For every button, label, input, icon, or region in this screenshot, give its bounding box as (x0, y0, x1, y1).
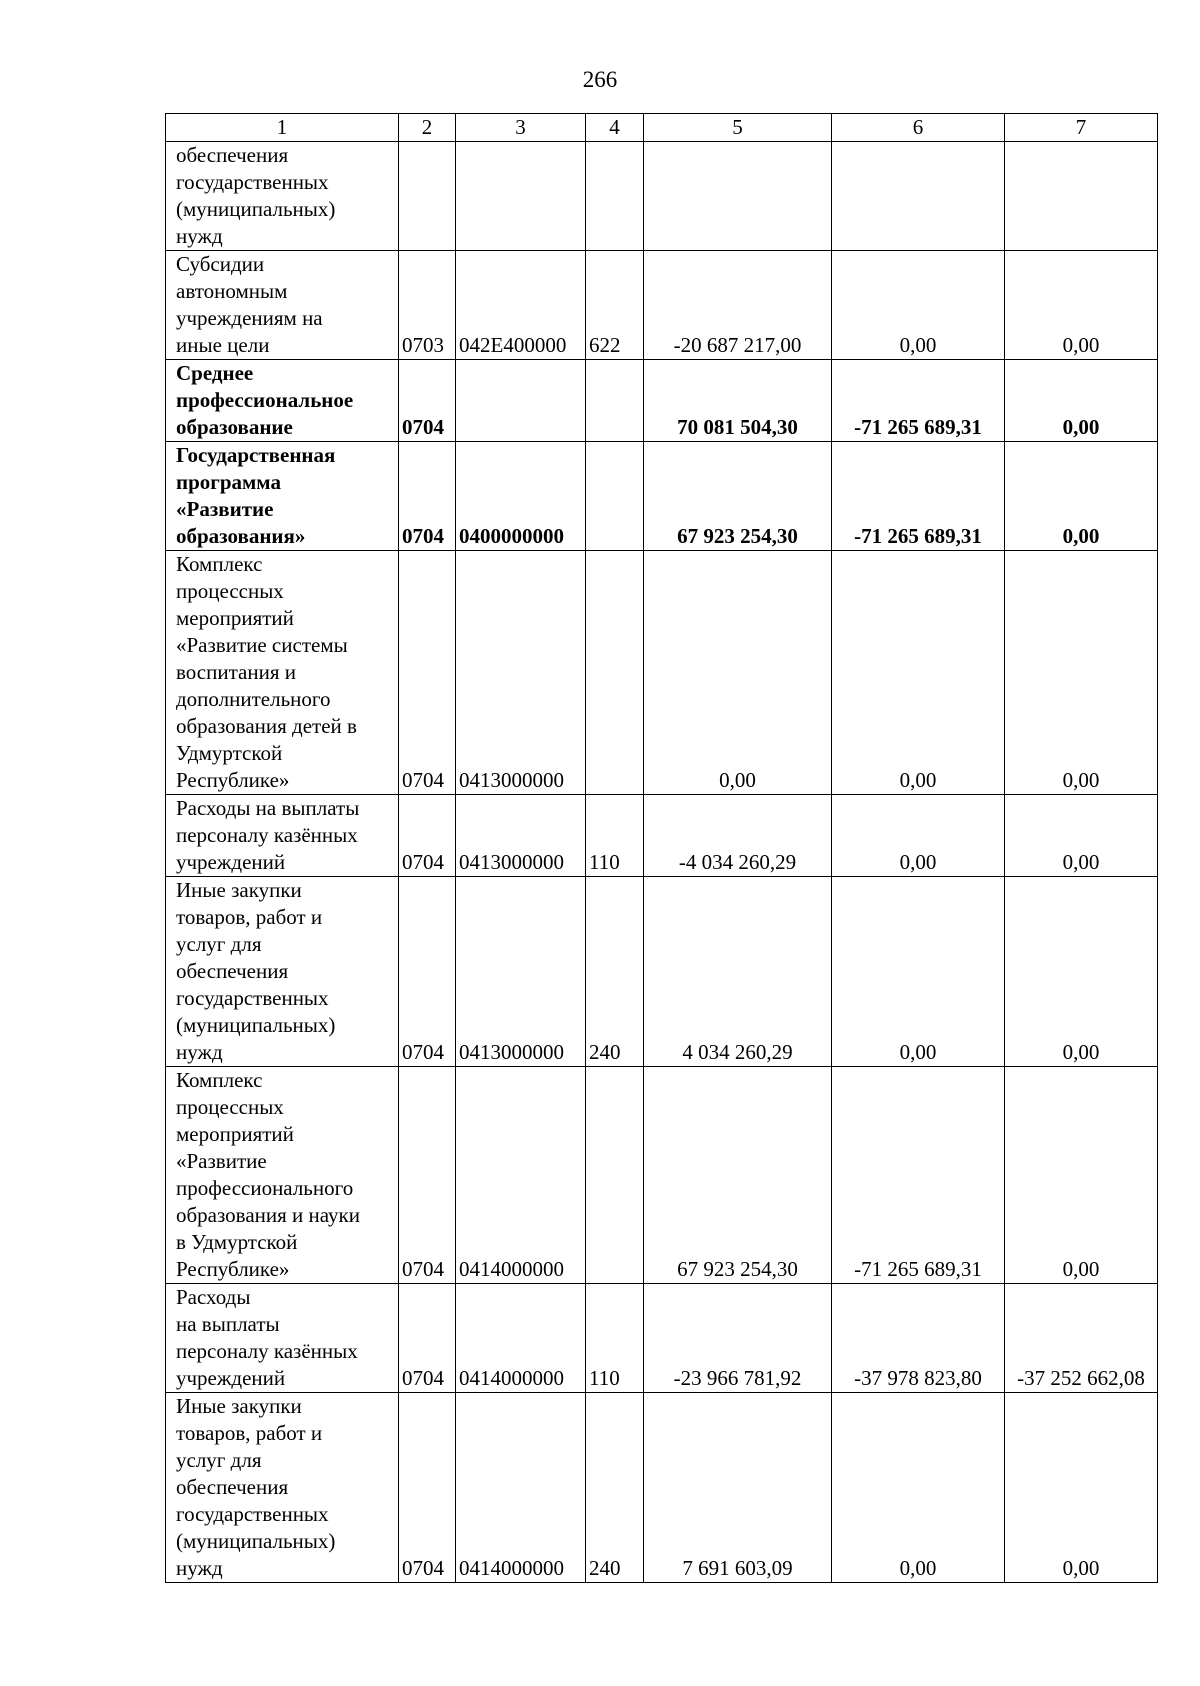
table-row (166, 877, 1158, 1067)
row-name-line: нужд (176, 1556, 223, 1580)
amount-col6-cell: 0,00 (832, 551, 1005, 795)
row-name-line: Комплекс (176, 1068, 263, 1092)
row-name-line: процессных (176, 579, 284, 603)
table-row (166, 1284, 1158, 1393)
header-cell-1: 1 (166, 114, 399, 142)
row-name-line: «Развитие (176, 1149, 267, 1173)
header-cell-6: 6 (832, 114, 1005, 142)
row-name-line: «Развитие (176, 497, 274, 521)
table-row (166, 551, 1158, 795)
header-cell-4: 4 (586, 114, 644, 142)
amount-col7-cell: 0,00 (1005, 795, 1158, 877)
amount-col6-cell: -37 978 823,80 (832, 1284, 1005, 1393)
row-name-line: Субсидии (176, 252, 265, 276)
row-name-line: Иные закупки (176, 878, 302, 902)
row-name-line: услуг для (176, 1448, 262, 1472)
row-name-line: (муниципальных) (176, 1013, 336, 1037)
section-code-cell: 0704 (399, 551, 456, 795)
row-name-line: иные цели (176, 333, 270, 357)
amount-col6-cell: -71 265 689,31 (832, 442, 1005, 551)
amount-col7-cell: 0,00 (1005, 1393, 1158, 1583)
amount-col5-cell (644, 142, 832, 251)
amount-col6-cell (832, 142, 1005, 251)
section-code-cell (399, 142, 456, 251)
amount-col5-cell: 0,00 (644, 551, 832, 795)
row-name-cell (166, 551, 399, 795)
amount-col7-cell: 0,00 (1005, 360, 1158, 442)
row-name-line: дополнительного (176, 687, 331, 711)
row-name-line: образования и науки (176, 1203, 360, 1227)
row-name-line: Расходы (176, 1285, 251, 1309)
amount-col5-cell: -20 687 217,00 (644, 251, 832, 360)
amount-col5-cell: -4 034 260,29 (644, 795, 832, 877)
expense-type-cell (586, 360, 644, 442)
section-code-cell: 0704 (399, 1393, 456, 1583)
amount-col7-cell: 0,00 (1005, 251, 1158, 360)
row-name-line: программа (176, 470, 281, 494)
row-name-line: учреждений (176, 1366, 286, 1390)
row-name-line: товаров, работ и (176, 905, 323, 929)
row-name-line: Среднее (176, 361, 254, 385)
target-article-cell: 0414000000 (456, 1284, 586, 1393)
row-name-line: Республике» (176, 768, 290, 792)
row-name-line: обеспечения (176, 1475, 289, 1499)
row-name-cell (166, 442, 399, 551)
row-name-line: учреждений (176, 850, 286, 874)
row-name-line: персоналу казённых (176, 1339, 358, 1363)
row-name-line: воспитания и (176, 660, 296, 684)
row-name-cell (166, 877, 399, 1067)
row-name-line: Иные закупки (176, 1394, 302, 1418)
header-cell-7: 7 (1005, 114, 1158, 142)
row-name-line: учреждениям на (176, 306, 323, 330)
expense-type-cell (586, 551, 644, 795)
row-name-line: профессионального (176, 1176, 354, 1200)
row-name-cell (166, 795, 399, 877)
header-cell-3: 3 (456, 114, 586, 142)
page-number: 266 (582, 67, 618, 92)
row-name-line: Республике» (176, 1257, 290, 1281)
target-article-cell: 0414000000 (456, 1067, 586, 1284)
table-row (166, 360, 1158, 442)
row-name-line: образование (176, 415, 293, 439)
row-name-line: государственных (176, 986, 329, 1010)
section-code-cell: 0703 (399, 251, 456, 360)
amount-col6-cell: 0,00 (832, 795, 1005, 877)
row-name-line: мероприятий (176, 606, 294, 630)
section-code-cell: 0704 (399, 1067, 456, 1284)
header-cell-5: 5 (644, 114, 832, 142)
row-name-line: профессиональное (176, 388, 354, 412)
row-name-cell (166, 251, 399, 360)
row-name-line: (муниципальных) (176, 1529, 336, 1553)
section-code-cell: 0704 (399, 360, 456, 442)
row-name-line: «Развитие системы (176, 633, 348, 657)
table-row (166, 795, 1158, 877)
amount-col7-cell: 0,00 (1005, 442, 1158, 551)
amount-col6-cell: 0,00 (832, 251, 1005, 360)
expense-type-cell: 110 (586, 795, 644, 877)
table-row (166, 1067, 1158, 1284)
expense-type-cell: 240 (586, 877, 644, 1067)
row-name-cell (166, 142, 399, 251)
expense-type-cell (586, 442, 644, 551)
budget-table (165, 113, 1158, 1583)
row-name-line: в Удмуртской (176, 1230, 298, 1254)
row-name-line: нужд (176, 224, 223, 248)
target-article-cell (456, 360, 586, 442)
table-row (166, 251, 1158, 360)
row-name-line: Комплекс (176, 552, 263, 576)
amount-col7-cell: 0,00 (1005, 1067, 1158, 1284)
amount-col6-cell: -71 265 689,31 (832, 1067, 1005, 1284)
target-article-cell: 0413000000 (456, 551, 586, 795)
row-name-cell (166, 1067, 399, 1284)
row-name-line: персоналу казённых (176, 823, 358, 847)
section-code-cell: 0704 (399, 442, 456, 551)
row-name-line: Государственная (176, 443, 336, 467)
expense-type-cell (586, 142, 644, 251)
amount-col6-cell: -71 265 689,31 (832, 360, 1005, 442)
row-name-line: государственных (176, 170, 329, 194)
row-name-cell (166, 1284, 399, 1393)
row-name-line: обеспечения (176, 143, 289, 167)
amount-col7-cell: -37 252 662,08 (1005, 1284, 1158, 1393)
row-name-line: обеспечения (176, 959, 289, 983)
row-name-line: образования» (176, 524, 306, 548)
target-article-cell: 0400000000 (456, 442, 586, 551)
amount-col7-cell: 0,00 (1005, 877, 1158, 1067)
amount-col5-cell: 4 034 260,29 (644, 877, 832, 1067)
expense-type-cell: 622 (586, 251, 644, 360)
row-name-line: нужд (176, 1040, 223, 1064)
row-name-cell (166, 360, 399, 442)
table-row (166, 442, 1158, 551)
amount-col5-cell: 67 923 254,30 (644, 1067, 832, 1284)
header-row (166, 114, 1158, 142)
target-article-cell: 0413000000 (456, 795, 586, 877)
target-article-cell (456, 142, 586, 251)
table-row (166, 1393, 1158, 1583)
target-article-cell: 0413000000 (456, 877, 586, 1067)
amount-col7-cell (1005, 142, 1158, 251)
section-code-cell: 0704 (399, 795, 456, 877)
amount-col6-cell: 0,00 (832, 1393, 1005, 1583)
row-name-line: на выплаты (176, 1312, 280, 1336)
section-code-cell: 0704 (399, 877, 456, 1067)
row-name-cell (166, 1393, 399, 1583)
row-name-line: процессных (176, 1095, 284, 1119)
amount-col6-cell: 0,00 (832, 877, 1005, 1067)
amount-col7-cell: 0,00 (1005, 551, 1158, 795)
row-name-line: товаров, работ и (176, 1421, 323, 1445)
amount-col5-cell: -23 966 781,92 (644, 1284, 832, 1393)
expense-type-cell: 110 (586, 1284, 644, 1393)
amount-col5-cell: 67 923 254,30 (644, 442, 832, 551)
row-name-line: (муниципальных) (176, 197, 336, 221)
section-code-cell: 0704 (399, 1284, 456, 1393)
row-name-line: автономным (176, 279, 288, 303)
row-name-line: государственных (176, 1502, 329, 1526)
row-name-line: образования детей в (176, 714, 357, 738)
header-cell-2: 2 (399, 114, 456, 142)
row-name-line: услуг для (176, 932, 262, 956)
table-row (166, 142, 1158, 251)
amount-col5-cell: 70 081 504,30 (644, 360, 832, 442)
amount-col5-cell: 7 691 603,09 (644, 1393, 832, 1583)
expense-type-cell (586, 1067, 644, 1284)
row-name-line: мероприятий (176, 1122, 294, 1146)
row-name-line: Удмуртской (176, 741, 283, 765)
row-name-line: Расходы на выплаты (176, 796, 360, 820)
target-article-cell: 042E400000 (456, 251, 586, 360)
target-article-cell: 0414000000 (456, 1393, 586, 1583)
expense-type-cell: 240 (586, 1393, 644, 1583)
